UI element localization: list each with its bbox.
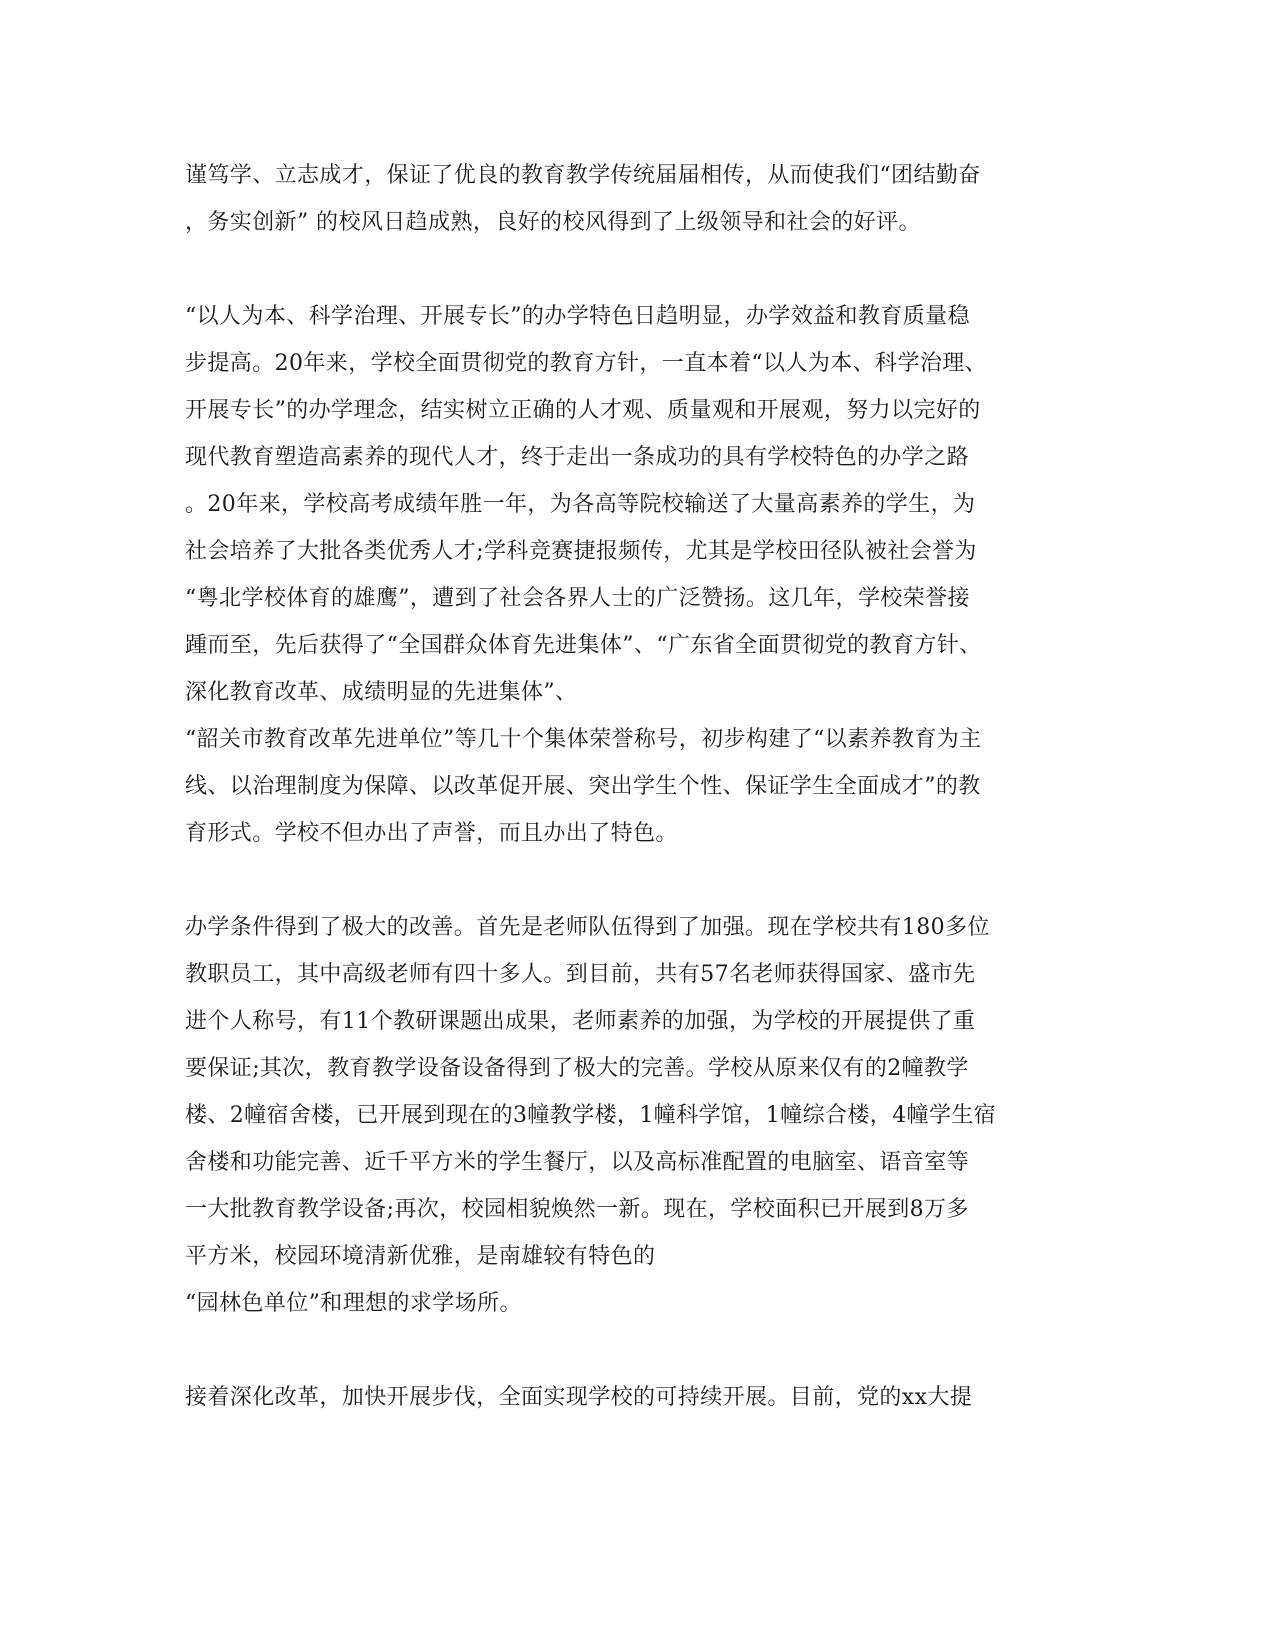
text-line: 教职员工，其中高级老师有四十多人。到目前，共有57名老师获得国家、盛市先	[185, 962, 976, 987]
text-line: “园林色单位”和理想的求学场所。	[185, 1291, 522, 1316]
text-line: “韶关市教育改革先进单位”等几十个集体荣誉称号，初步构建了“以素养教育为主	[185, 727, 982, 752]
text-line: “粤北学校体育的雄鹰”，遭到了社会各界人士的广泛赞扬。这几年，学校荣誉接	[185, 586, 970, 611]
text-line: 舍楼和功能完善、近千平方米的学生餐厅，以及高标准配置的电脑室、语音室等	[185, 1150, 970, 1175]
paragraph-spacer	[185, 1327, 1065, 1374]
paragraph-reform	[185, 1374, 1065, 1421]
text-line: 平方米，校园环境清新优雅，是南雄较有特色的	[185, 1244, 656, 1269]
text-line: 办学条件得到了极大的改善。首先是老师队伍得到了加强。现在学校共有180多位	[185, 915, 990, 940]
paragraph-school-features	[185, 293, 1065, 857]
text-line: 接着深化改革，加快开展步伐，全面实现学校的可持续开展。目前，党的xx大提	[185, 1385, 973, 1410]
text-line: 要保证;其次，教育教学设备设备得到了极大的完善。学校从原来仅有的2幢教学	[185, 1056, 969, 1081]
paragraph-spacer	[185, 246, 1065, 293]
text-line: 社会培养了大批各类优秀人才;学科竞赛捷报频传，尤其是学校田径队被社会誉为	[185, 539, 977, 564]
text-line: 踵而至，先后获得了“全国群众体育先进集体”、“广东省全面贯彻党的教育方针、	[185, 633, 982, 658]
paragraph-spacer	[185, 857, 1065, 904]
document-body	[185, 152, 1065, 1421]
text-line: 步提高。20年来，学校全面贯彻党的教育方针，一直本着“以人为本、科学治理、	[185, 351, 988, 376]
paragraph-school-conditions	[185, 904, 1065, 1327]
text-line: 育形式。学校不但办出了声誉，而且办出了特色。	[185, 821, 678, 846]
text-line: 线、以治理制度为保障、以改革促开展、突出学生个性、保证学生全面成才”的教	[185, 774, 981, 799]
text-line: 楼、2幢宿舍楼，已开展到现在的3幢教学楼，1幢科学馆，1幢综合楼，4幢学生宿	[185, 1103, 997, 1128]
text-line: 开展专长”的办学理念，结实树立正确的人才观、质量观和开展观，努力以完好的	[185, 398, 981, 423]
text-line: 深化教育改革、成绩明显的先进集体”、	[185, 680, 578, 705]
text-line: ，务实创新” 的校风日趋成熟，良好的校风得到了上级领导和社会的好评。	[185, 210, 921, 235]
text-line: 现代教育塑造高素养的现代人才，终于走出一条成功的具有学校特色的办学之路	[185, 445, 970, 470]
text-line: 谨笃学、立志成才，保证了优良的教育教学传统届届相传，从而使我们“团结勤奋	[185, 163, 981, 188]
text-line: 。20年来，学校高考成绩年胜一年，为各高等院校输送了大量高素养的学生，为	[185, 492, 976, 517]
paragraph-school-spirit	[185, 152, 1065, 246]
text-line: 一大批教育教学设备;再次，校园相貌焕然一新。现在，学校面积已开展到8万多	[185, 1197, 969, 1222]
text-line: 进个人称号，有11个教研课题出成果，老师素养的加强，为学校的开展提供了重	[185, 1009, 976, 1034]
text-line: “以人为本、科学治理、开展专长”的办学特色日趋明显，办学效益和教育质量稳	[185, 304, 970, 329]
